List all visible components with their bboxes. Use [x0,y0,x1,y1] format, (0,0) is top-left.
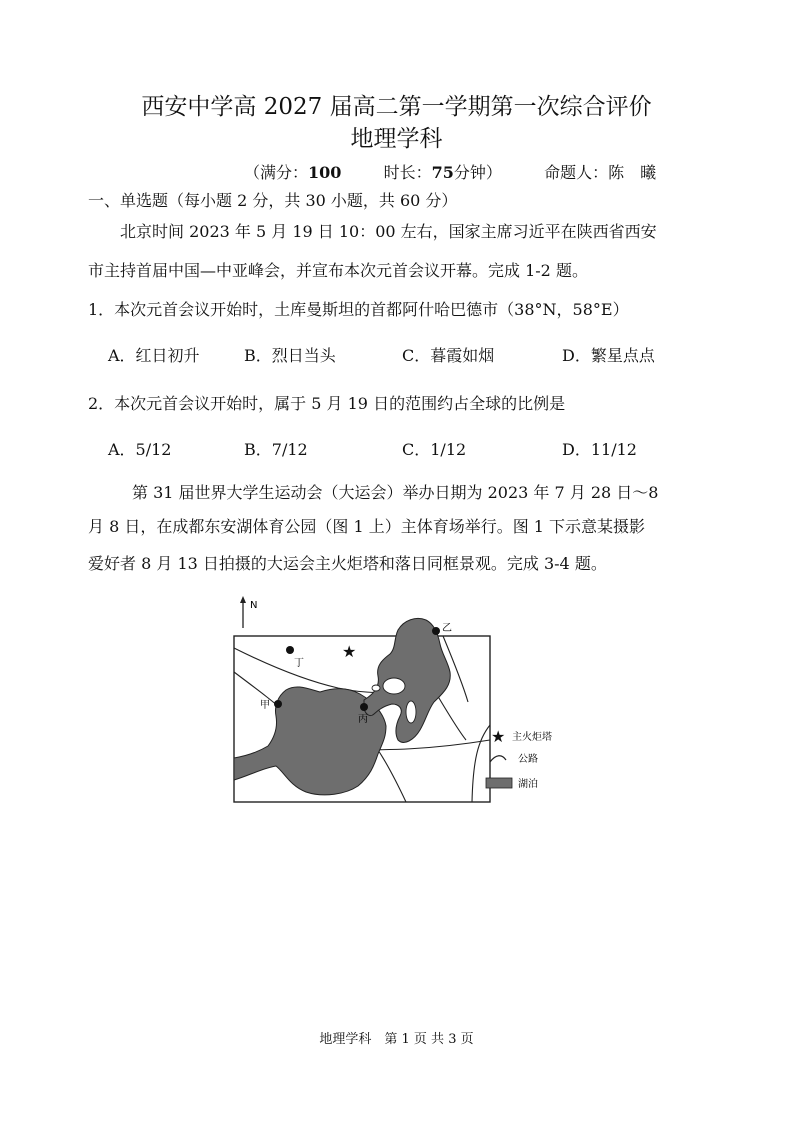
legend-road-label: 公路 [518,754,538,765]
question-2-option-c[interactable]: C．1/12 [402,440,467,459]
question-1-option-c[interactable]: C．暮霞如烟 [402,346,495,365]
context2-line2: 月 8 日，在成都东安湖体育公园（图 1 上）主体育场举行。图 1 下示意某摄影 [88,517,646,536]
point-jia-label: 甲 [260,700,270,711]
legend-torch-icon: ★ [491,727,506,746]
author: 命题人：陈 曦 [544,163,657,182]
legend-lake-label: 湖泊 [518,779,538,790]
page-subtitle: 地理学科 [350,126,443,152]
lake-map-figure [228,590,588,810]
point-yi-marker [432,627,440,635]
torch-star-icon: ★ [342,642,357,661]
question-2-option-a[interactable]: A．5/12 [108,440,172,459]
page-footer: 地理学科 第 1 页 共 3 页 [319,1032,474,1047]
section-heading: 一、单选题（每小题 2 分，共 30 小题，共 60 分） [88,191,458,210]
score-value: 100 [308,163,342,182]
exam-info [244,160,656,183]
question-1-option-d[interactable]: D．繁星点点 [562,346,655,365]
north-arrow-icon [240,596,246,628]
context1-line1: 北京时间 2023 年 5 月 19 日 10：00 左右，国家主席习近平在陕西省西安 [120,222,657,241]
duration-prefix: 时长： [383,163,432,182]
point-jia-marker [274,700,282,708]
point-bing-marker [360,703,368,711]
question-1-option-a[interactable]: A．红日初升 [108,346,200,365]
north-label: N [250,600,258,611]
duration-suffix: 分钟） [453,163,502,182]
context2-line1: 第 31 届世界大学生运动会（大运会）举办日期为 2023 年 7 月 28 日～8 [132,483,659,502]
context2-line3: 爱好者 8 月 13 日拍摄的大运会主火炬塔和落日同框景观。完成 3-4 题。 [88,554,607,573]
question-1-option-b[interactable]: B．烈日当头 [244,346,336,365]
question-2-option-d[interactable]: D．11/12 [562,440,637,459]
question-2-stem: 2．本次元首会议开始时，属于 5 月 19 日的范围约占全球的比例是 [88,394,566,413]
score-prefix: （满分： [244,163,309,182]
legend-lake-icon [486,778,512,788]
point-bing-label: 丙 [358,714,368,725]
duration-value: 75 [431,163,454,182]
question-1-stem: 1．本次元首会议开始时，土库曼斯坦的首都阿什哈巴德市（38°N，58°E） [88,300,629,319]
question-2-option-b[interactable]: B．7/12 [244,440,308,459]
page-title: 西安中学高 2027 届高二第一学期第一次综合评价 [141,94,652,120]
point-yi-label: 乙 [442,623,452,634]
point-ding-marker [286,646,294,654]
point-ding-label: 丁 [294,658,304,669]
legend-torch-label: 主火炬塔 [512,732,552,743]
context1-line2: 市主持首届中国—中亚峰会，并宣布本次元首会议开幕。完成 1-2 题。 [88,261,588,280]
legend-road-icon [490,756,506,762]
